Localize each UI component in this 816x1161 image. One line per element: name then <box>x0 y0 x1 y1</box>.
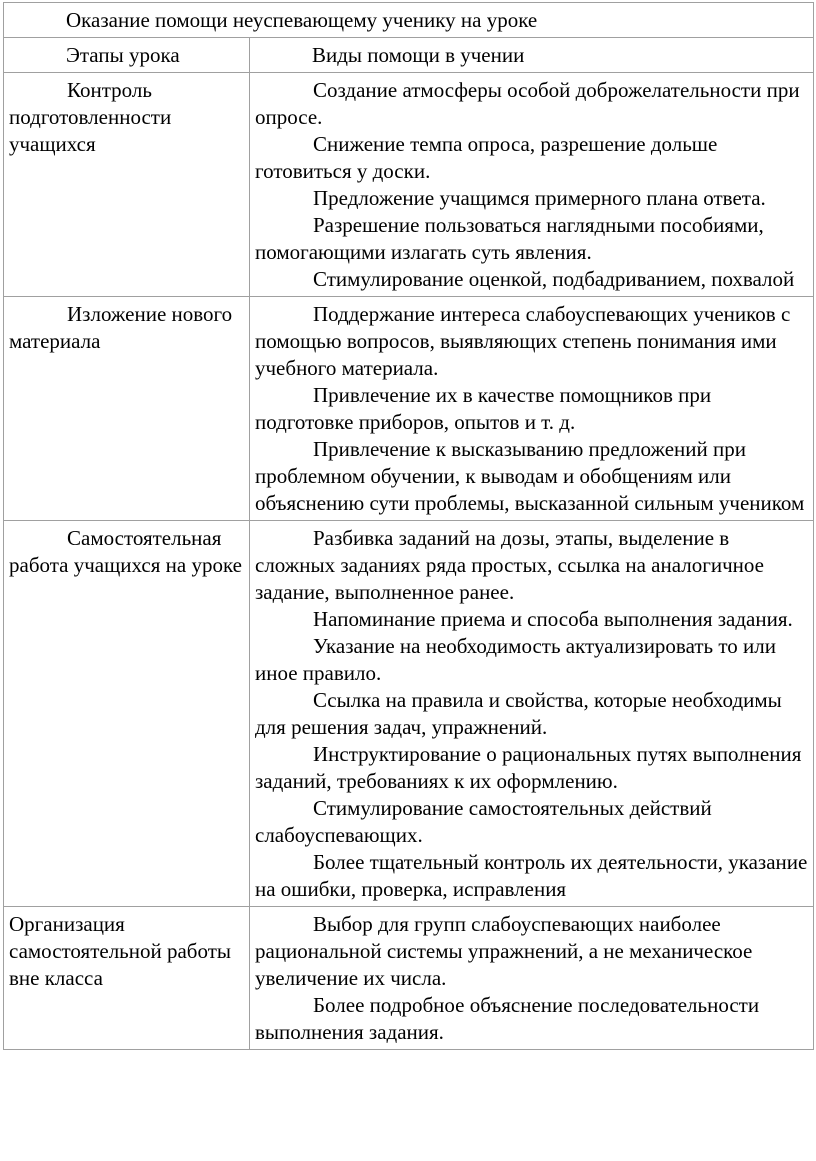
table-row <box>4 521 814 907</box>
stage-cell: Контроль подготовленности учащихся <box>4 73 250 297</box>
help-item: Привлечение к высказыванию предложений при проблемном обучении, к выводам и обобщениям или объяснению сути проблемы, высказанной сильным учеником <box>255 437 805 515</box>
help-item: Разбивка заданий на дозы, этапы, выделение в сложных заданиях ряда простых, ссылка на аналогичное задание, выполненное ранее. <box>255 526 764 604</box>
help-item: Более тщательный контроль их деятельности, указание на ошибки, проверка, исправления <box>255 850 808 901</box>
help-table <box>3 2 814 1050</box>
help-cell <box>250 297 814 521</box>
help-cell <box>250 907 814 1050</box>
stage-cell: Самостоятельная работа учащихся на уроке <box>4 521 250 907</box>
help-item: Выбор для групп слабоуспевающих наиболее рациональной системы упражнений, а не механическое увеличение их числа. <box>255 912 753 990</box>
title-row <box>4 3 814 38</box>
help-item: Стимулирование оценкой, подбадриванием, похвалой <box>313 267 795 291</box>
help-item: Стимулирование самостоятельных действий слабоуспевающих. <box>255 796 712 847</box>
help-cell <box>250 521 814 907</box>
table-title: Оказание помощи неуспевающему ученику на уроке <box>4 3 814 38</box>
help-item: Создание атмосферы особой доброжелательности при опросе. <box>255 78 800 129</box>
table-row <box>4 297 814 521</box>
help-item: Привлечение их в качестве помощников при подготовке приборов, опытов и т. д. <box>255 383 712 434</box>
help-item: Напоминание приема и способа выполнения задания. <box>313 607 793 631</box>
help-cell <box>250 73 814 297</box>
help-item: Разрешение пользоваться наглядными пособиями, помогающими излагать суть явления. <box>255 213 764 264</box>
stage-cell: Организация самостоятельной работы вне класса <box>4 907 250 1050</box>
header-help: Виды помощи в учении <box>250 38 814 73</box>
table-row <box>4 907 814 1050</box>
help-item: Инструктирование о рациональных путях выполнения заданий, требованиях к их оформлению. <box>255 742 802 793</box>
help-item: Указание на необходимость актуализировать то или иное правило. <box>255 634 776 685</box>
help-item: Более подробное объяснение последовательности выполнения задания. <box>255 993 760 1044</box>
header-stage: Этапы урока <box>4 38 250 73</box>
help-item: Предложение учащимся примерного плана ответа. <box>313 186 766 210</box>
help-item: Поддержание интереса слабоуспевающих учеников с помощью вопросов, выявляющих степень понимания ими учебного материала. <box>255 302 791 380</box>
stage-cell: Изложение нового материала <box>4 297 250 521</box>
help-item: Снижение темпа опроса, разрешение дольше готовиться у доски. <box>255 132 718 183</box>
table-row <box>4 73 814 297</box>
help-item: Ссылка на правила и свойства, которые необходимы для решения задач, упражнений. <box>255 688 782 739</box>
header-row <box>4 38 814 73</box>
